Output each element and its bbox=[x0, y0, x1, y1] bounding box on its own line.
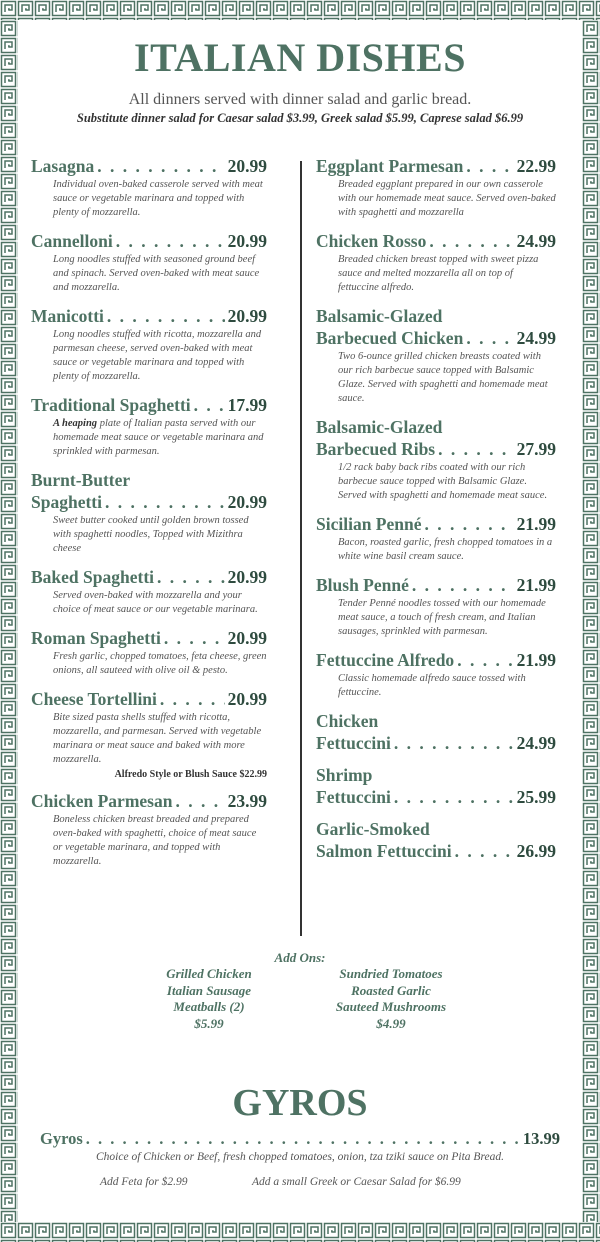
item-price: 20.99 bbox=[227, 628, 267, 648]
item-price: 25.99 bbox=[516, 787, 556, 807]
leader-dots bbox=[394, 786, 514, 808]
leader-dots bbox=[394, 732, 514, 754]
leader-dots bbox=[97, 155, 224, 177]
item-description-text: Served oven-baked with mozzarella and your choice of meat sauce or our vegetable marinara. bbox=[53, 590, 258, 615]
item-description bbox=[338, 461, 556, 503]
leader-dots bbox=[107, 305, 225, 327]
leader-dots bbox=[466, 155, 513, 177]
item-name: Manicotti bbox=[31, 306, 104, 326]
item-name: Salmon Fettuccini bbox=[316, 841, 452, 861]
item-description bbox=[53, 178, 267, 220]
item-line bbox=[316, 574, 556, 596]
menu-item bbox=[31, 305, 267, 384]
leader-dots bbox=[105, 491, 225, 513]
item-description bbox=[53, 589, 267, 617]
menu-page bbox=[22, 22, 578, 1220]
gyros-addon-salad: Add a small Greek or Caesar Salad for $6.99 bbox=[252, 1176, 461, 1188]
item-price: 20.99 bbox=[227, 231, 267, 251]
item-line bbox=[31, 627, 267, 649]
item-name-top: Chicken bbox=[316, 711, 379, 731]
addon-price: $4.99 bbox=[376, 1015, 406, 1031]
addon-group-b bbox=[311, 966, 471, 1032]
leader-dots bbox=[175, 790, 224, 812]
item-description-text: Bite sized pasta shells stuffed with ricotta, mozzarella, and parmesan. Served with vegetable marinara or meat sauce and baked with more mozzarella. bbox=[53, 712, 262, 765]
item-name: Traditional Spaghetti bbox=[31, 395, 191, 415]
item-description bbox=[53, 650, 267, 678]
menu-item bbox=[316, 155, 556, 220]
item-description-text: Fresh garlic, chopped tomatoes, feta cheese, green onions, all sauteed with olive oil & pesto. bbox=[53, 651, 267, 676]
menu-item bbox=[31, 155, 267, 220]
menu-item bbox=[316, 574, 556, 639]
item-line bbox=[31, 790, 267, 812]
item-line bbox=[316, 327, 556, 349]
addon-item: Italian Sausage bbox=[166, 982, 252, 998]
gyros-description: Choice of Chicken or Beef, fresh chopped tomatoes, onion, tza tziki sauce on Pita Bread. bbox=[96, 1151, 504, 1163]
menu-item bbox=[31, 469, 267, 556]
item-description bbox=[338, 536, 556, 564]
item-description-text: Classic homemade alfredo sauce tossed with fettuccine. bbox=[338, 673, 526, 698]
item-price: 21.99 bbox=[516, 514, 556, 534]
leader-dots bbox=[164, 627, 225, 649]
leader-dots bbox=[86, 1128, 520, 1150]
item-line bbox=[31, 155, 267, 177]
item-price: 21.99 bbox=[516, 575, 556, 595]
item-name: Gyros bbox=[40, 1129, 83, 1148]
item-line bbox=[31, 688, 267, 710]
item-price: 26.99 bbox=[516, 841, 556, 861]
menu-item bbox=[31, 688, 267, 780]
item-name-top: Balsamic-Glazed bbox=[316, 417, 443, 437]
leader-dots bbox=[116, 230, 225, 252]
item-name-top: Balsamic-Glazed bbox=[316, 306, 443, 326]
menu-item bbox=[316, 513, 556, 564]
menu-item bbox=[31, 394, 267, 459]
item-price: 20.99 bbox=[227, 492, 267, 512]
addons-section bbox=[22, 950, 578, 1038]
menu-item bbox=[316, 764, 556, 808]
leader-dots bbox=[160, 688, 225, 710]
item-description bbox=[53, 813, 267, 869]
item-price: 20.99 bbox=[227, 567, 267, 587]
menu-item bbox=[316, 818, 556, 862]
item-price: 27.99 bbox=[516, 439, 556, 459]
item-description bbox=[53, 328, 267, 384]
right-column bbox=[316, 155, 556, 872]
leader-dots bbox=[194, 394, 225, 416]
leader-dots bbox=[455, 840, 514, 862]
item-description-text: Boneless chicken breast breaded and prepared oven-baked with spaghetti, choice of meat sauce or vegetable marinara, and topped with mozzarella. bbox=[53, 814, 257, 867]
item-description-text: Breaded chicken breast topped with sweet pizza sauce and melted mozzarella all on top of fettuccine alfredo. bbox=[338, 254, 539, 293]
addons-title: Add Ons: bbox=[274, 950, 326, 965]
menu-item bbox=[316, 230, 556, 295]
item-price: 24.99 bbox=[516, 733, 556, 753]
gyros-item bbox=[40, 1128, 560, 1150]
item-line bbox=[316, 649, 556, 671]
item-description bbox=[338, 350, 556, 406]
menu-item bbox=[31, 566, 267, 617]
item-description bbox=[53, 514, 267, 556]
item-description-text: Tender Penné noodles tossed with our homemade meat sauce, a touch of fresh cream, and Italian sausages, sprinkled with parmesan. bbox=[338, 598, 546, 637]
item-name: Sicilian Penné bbox=[316, 514, 422, 534]
item-price: 22.99 bbox=[516, 156, 556, 176]
item-name: Blush Penné bbox=[316, 575, 409, 595]
item-line bbox=[316, 438, 556, 460]
item-price: 20.99 bbox=[227, 156, 267, 176]
page-title: ITALIAN DISHES bbox=[134, 35, 466, 80]
item-name-top: Garlic-Smoked bbox=[316, 819, 430, 839]
item-line bbox=[31, 230, 267, 252]
page-subtitle: All dinners served with dinner salad and garlic bread. bbox=[128, 91, 472, 108]
menu-item bbox=[316, 416, 556, 503]
item-price: 20.99 bbox=[227, 306, 267, 326]
item-line bbox=[316, 230, 556, 252]
item-price: 23.99 bbox=[227, 791, 267, 811]
addon-item: Roasted Garlic bbox=[351, 982, 431, 998]
menu-item bbox=[316, 649, 556, 700]
gyros-title: GYROS bbox=[232, 1082, 368, 1124]
leader-dots bbox=[157, 566, 225, 588]
addon-item: Sundried Tomatoes bbox=[339, 966, 443, 981]
item-name: Roman Spaghetti bbox=[31, 628, 161, 648]
item-description-text: Breaded eggplant prepared in our own casserole with our homemade meat sauce. Served oven-baked with spaghetti and mozzarella bbox=[338, 179, 556, 218]
leader-dots bbox=[438, 438, 514, 460]
greek-key-border-bottom bbox=[0, 1222, 600, 1242]
item-name: Barbecued Chicken bbox=[316, 328, 464, 348]
leader-dots bbox=[466, 327, 513, 349]
menu-item bbox=[316, 710, 556, 754]
greek-key-border-top bbox=[0, 0, 600, 20]
menu-item bbox=[31, 790, 267, 869]
salad-substitution: Substitute dinner salad for Caesar salad $3.99, Greek salad $5.99, Caprese salad $6.99 bbox=[76, 111, 524, 125]
menu-item bbox=[31, 627, 267, 678]
item-line bbox=[316, 732, 556, 754]
leader-dots bbox=[425, 513, 514, 535]
item-line bbox=[31, 566, 267, 588]
item-name: Spaghetti bbox=[31, 492, 102, 512]
greek-key-border-left bbox=[0, 20, 18, 1222]
item-line bbox=[316, 840, 556, 862]
item-description bbox=[338, 672, 556, 700]
item-line bbox=[31, 491, 267, 513]
leader-dots bbox=[429, 230, 513, 252]
item-name: Barbecued Ribs bbox=[316, 439, 436, 459]
addon-group-a bbox=[129, 966, 289, 1032]
item-name: Fettuccini bbox=[316, 733, 391, 753]
menu-item bbox=[31, 230, 267, 295]
item-name: Chicken Parmesan bbox=[31, 791, 173, 811]
item-price: 24.99 bbox=[516, 231, 556, 251]
left-column bbox=[31, 155, 267, 879]
item-name-top: Shrimp bbox=[316, 765, 373, 785]
item-name: Cheese Tortellini bbox=[31, 689, 157, 709]
item-line bbox=[31, 394, 267, 416]
gyros-item-line bbox=[40, 1128, 560, 1150]
addon-columns bbox=[22, 966, 578, 1038]
item-name: Cannelloni bbox=[31, 231, 113, 251]
leader-dots bbox=[457, 649, 513, 671]
item-name-top: Burnt-Butter bbox=[31, 470, 131, 490]
addon-item: Sauteed Mushrooms bbox=[335, 999, 447, 1014]
item-price: 24.99 bbox=[516, 328, 556, 348]
addon-item: Grilled Chicken bbox=[166, 966, 252, 981]
item-description bbox=[53, 711, 267, 767]
item-line bbox=[316, 786, 556, 808]
item-name: Fettuccine Alfredo bbox=[316, 650, 455, 670]
item-price: 20.99 bbox=[227, 689, 267, 709]
gyros-addon-feta: Add Feta for $2.99 bbox=[100, 1176, 188, 1188]
item-description-text: plate of Italian pasta served with our homemade meat sauce or vegetable marinara and sprinkled with parmesan. bbox=[53, 418, 264, 457]
addon-price: $5.99 bbox=[194, 1015, 224, 1031]
item-description bbox=[338, 253, 556, 295]
item-description-text: Long noodles stuffed with seasoned ground beef and spinach. Served oven-baked with meat sauce and mozzarella. bbox=[53, 254, 260, 293]
item-description-text: Individual oven-baked casserole served with meat sauce or vegetable marinara and topped with plenty of mozzarella. bbox=[53, 179, 263, 218]
item-line bbox=[31, 305, 267, 327]
addon-item: Meatballs (2) bbox=[173, 999, 245, 1014]
item-price: 21.99 bbox=[516, 650, 556, 670]
item-name: Chicken Rosso bbox=[316, 231, 427, 251]
item-line bbox=[316, 155, 556, 177]
item-description bbox=[53, 253, 267, 295]
item-name: Eggplant Parmesan bbox=[316, 156, 464, 176]
item-description bbox=[53, 417, 267, 459]
item-line bbox=[316, 513, 556, 535]
item-price: 17.99 bbox=[227, 395, 267, 415]
leader-dots bbox=[412, 574, 514, 596]
item-description-text: Two 6-ounce grilled chicken breasts coated with our rich barbecue sauce topped with Balsamic Glaze. Served with spaghetti and homemade meat sauce. bbox=[338, 351, 548, 404]
item-price: 13.99 bbox=[522, 1129, 560, 1148]
item-description-text: Long noodles stuffed with ricotta, mozzarella and parmesan cheese, served oven-baked with meat sauce or vegetable marinara and topped with plenty of mozzarella. bbox=[53, 329, 262, 382]
item-note: Alfredo Style or Blush Sauce $22.99 bbox=[114, 769, 267, 780]
greek-key-border-right bbox=[582, 20, 600, 1222]
item-name: Fettuccini bbox=[316, 787, 391, 807]
item-description-text: Bacon, roasted garlic, fresh chopped tomatoes in a white wine basil cream sauce. bbox=[338, 537, 553, 562]
item-description bbox=[338, 597, 556, 639]
column-divider bbox=[300, 161, 302, 936]
item-description-text: 1/2 rack baby back ribs coated with our rich barbecue sauce topped with Balsamic Glaze. Served with spaghetti and homemade meat sauce. bbox=[338, 462, 548, 501]
item-name: Lasagna bbox=[31, 156, 95, 176]
item-description-text: Sweet butter cooked until golden brown tossed with spaghetti noodles, Topped with Mizithra cheese bbox=[53, 515, 249, 554]
item-description-emphasis: A heaping bbox=[53, 418, 98, 429]
item-description bbox=[338, 178, 556, 220]
menu-item bbox=[316, 305, 556, 406]
item-name: Baked Spaghetti bbox=[31, 567, 155, 587]
